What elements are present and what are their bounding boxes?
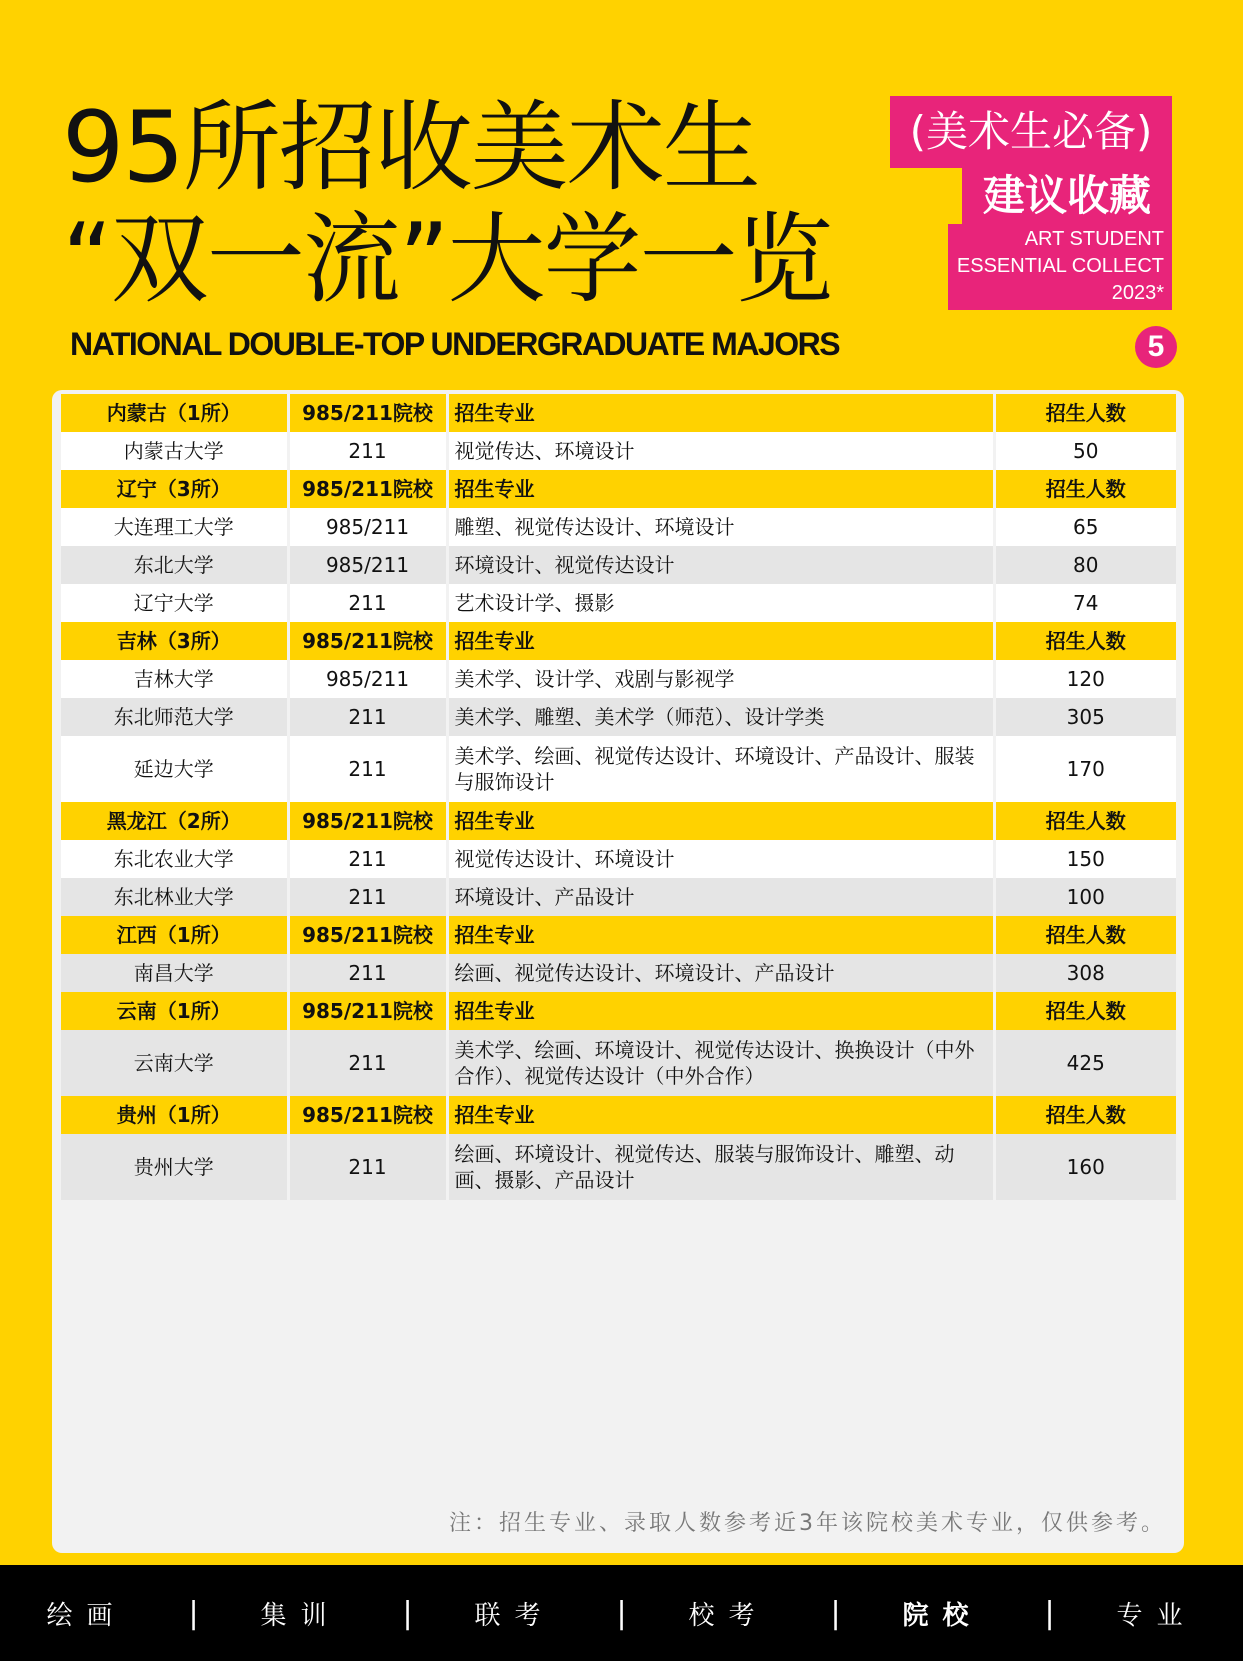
table-row	[61, 546, 1176, 584]
table-row	[61, 736, 1176, 802]
page-number-badge: 5	[1135, 326, 1177, 368]
province-header-row	[61, 394, 1176, 432]
enrollment-count: 170	[994, 736, 1176, 802]
university-majors: 美术学、雕塑、美术学（师范）、设计学类	[447, 698, 994, 736]
province-header-row	[61, 916, 1176, 954]
university-majors: 绘画、视觉传达设计、环境设计、产品设计	[447, 954, 994, 992]
table-row	[61, 432, 1176, 470]
province-header-row	[61, 622, 1176, 660]
enrollment-count: 120	[994, 660, 1176, 698]
university-tier: 211	[288, 840, 447, 878]
column-header-tier: 985/211院校	[288, 470, 447, 508]
table-row	[61, 1030, 1176, 1096]
column-header-majors: 招生专业	[447, 394, 994, 432]
column-header-count: 招生人数	[994, 394, 1176, 432]
university-tier: 985/211	[288, 546, 447, 584]
column-header-tier: 985/211院校	[288, 802, 447, 840]
enrollment-count: 65	[994, 508, 1176, 546]
column-header-majors: 招生专业	[447, 802, 994, 840]
content-panel	[52, 390, 1184, 1553]
university-majors: 雕塑、视觉传达设计、环境设计	[447, 508, 994, 546]
university-name: 云南大学	[61, 1030, 288, 1096]
university-name: 贵州大学	[61, 1134, 288, 1200]
column-header-majors: 招生专业	[447, 1096, 994, 1134]
badge-tagline: (美术生必备)	[890, 96, 1172, 168]
nav-separator: |	[830, 1595, 841, 1631]
badge-english-text	[948, 224, 1172, 310]
university-majors: 视觉传达设计、环境设计	[447, 840, 994, 878]
table-row	[61, 954, 1176, 992]
province-label: 贵州（1所）	[61, 1096, 288, 1134]
province-label: 江西（1所）	[61, 916, 288, 954]
university-name: 东北师范大学	[61, 698, 288, 736]
enrollment-count: 425	[994, 1030, 1176, 1096]
university-majors: 美术学、绘画、环境设计、视觉传达设计、换换设计（中外合作）、视觉传达设计（中外合作）	[447, 1030, 994, 1096]
enrollment-count: 80	[994, 546, 1176, 584]
university-name: 南昌大学	[61, 954, 288, 992]
badge-bookmark-label: 建议收藏	[962, 168, 1172, 224]
table-row	[61, 1134, 1176, 1200]
nav-separator: |	[188, 1595, 199, 1631]
enrollment-count: 150	[994, 840, 1176, 878]
title-line-1: 95所招收美术生	[62, 91, 759, 205]
university-tier: 211	[288, 1030, 447, 1096]
enrollment-count: 308	[994, 954, 1176, 992]
badge-en-line-3: 2023*	[1111, 282, 1164, 304]
nav-separator: |	[1044, 1595, 1055, 1631]
university-tier: 211	[288, 698, 447, 736]
province-header-row	[61, 992, 1176, 1030]
university-name: 辽宁大学	[61, 584, 288, 622]
nav-item-5[interactable]: 专业	[1116, 1600, 1197, 1631]
footnote: 注：招生专业、录取人数参考近3年该院校美术专业，仅供参考。	[449, 1511, 1166, 1536]
province-label: 辽宁（3所）	[61, 470, 288, 508]
university-tier: 211	[288, 954, 447, 992]
column-header-tier: 985/211院校	[288, 622, 447, 660]
table-row	[61, 698, 1176, 736]
university-majors: 环境设计、视觉传达设计	[447, 546, 994, 584]
enrollment-count: 100	[994, 878, 1176, 916]
bottom-nav-bar	[0, 1565, 1243, 1661]
university-name: 东北农业大学	[61, 840, 288, 878]
column-header-majors: 招生专业	[447, 916, 994, 954]
page-title	[62, 92, 832, 316]
badge-en-line-1: ART STUDENT	[1024, 228, 1164, 250]
enrollment-count: 74	[994, 584, 1176, 622]
column-header-count: 招生人数	[994, 916, 1176, 954]
province-header-row	[61, 470, 1176, 508]
university-majors: 艺术设计学、摄影	[447, 584, 994, 622]
university-name: 内蒙古大学	[61, 432, 288, 470]
university-majors: 环境设计、产品设计	[447, 878, 994, 916]
university-majors: 绘画、环境设计、视觉传达、服装与服饰设计、雕塑、动画、摄影、产品设计	[447, 1134, 994, 1200]
university-tier: 211	[288, 432, 447, 470]
province-header-row	[61, 802, 1176, 840]
province-header-row	[61, 1096, 1176, 1134]
province-label: 黑龙江（2所）	[61, 802, 288, 840]
column-header-majors: 招生专业	[447, 470, 994, 508]
university-tier: 211	[288, 736, 447, 802]
column-header-majors: 招生专业	[447, 622, 994, 660]
column-header-count: 招生人数	[994, 802, 1176, 840]
table-row	[61, 508, 1176, 546]
column-header-count: 招生人数	[994, 470, 1176, 508]
nav-item-2[interactable]: 联考	[474, 1600, 555, 1631]
column-header-tier: 985/211院校	[288, 1096, 447, 1134]
table-row	[61, 660, 1176, 698]
column-header-count: 招生人数	[994, 1096, 1176, 1134]
table-row	[61, 584, 1176, 622]
badge-en-line-2: ESSENTIAL COLLECT	[956, 255, 1164, 277]
column-header-count: 招生人数	[994, 992, 1176, 1030]
column-header-tier: 985/211院校	[288, 992, 447, 1030]
column-header-tier: 985/211院校	[288, 916, 447, 954]
university-name: 吉林大学	[61, 660, 288, 698]
nav-item-0[interactable]: 绘画	[46, 1600, 127, 1631]
province-label: 吉林（3所）	[61, 622, 288, 660]
university-majors: 美术学、绘画、视觉传达设计、环境设计、产品设计、服装与服饰设计	[447, 736, 994, 802]
province-label: 内蒙古（1所）	[61, 394, 288, 432]
province-label: 云南（1所）	[61, 992, 288, 1030]
nav-item-4[interactable]: 院校	[902, 1600, 983, 1631]
page-subtitle: NATIONAL DOUBLE-TOP UNDERGRADUATE MAJORS	[70, 326, 840, 362]
universities-table	[61, 394, 1176, 1200]
nav-separator: |	[402, 1595, 413, 1631]
university-tier: 211	[288, 1134, 447, 1200]
university-tier: 211	[288, 584, 447, 622]
column-header-tier: 985/211院校	[288, 394, 447, 432]
nav-separator: |	[616, 1595, 627, 1631]
table-row	[61, 840, 1176, 878]
title-line-2: “双一流”大学一览	[62, 203, 832, 317]
nav-item-3[interactable]: 校考	[688, 1600, 769, 1631]
university-majors: 视觉传达、环境设计	[447, 432, 994, 470]
university-name: 延边大学	[61, 736, 288, 802]
university-name: 东北大学	[61, 546, 288, 584]
enrollment-count: 160	[994, 1134, 1176, 1200]
column-header-count: 招生人数	[994, 622, 1176, 660]
table-row	[61, 878, 1176, 916]
university-name: 东北林业大学	[61, 878, 288, 916]
university-tier: 985/211	[288, 660, 447, 698]
university-name: 大连理工大学	[61, 508, 288, 546]
column-header-majors: 招生专业	[447, 992, 994, 1030]
university-tier: 985/211	[288, 508, 447, 546]
enrollment-count: 305	[994, 698, 1176, 736]
university-majors: 美术学、设计学、戏剧与影视学	[447, 660, 994, 698]
university-tier: 211	[288, 878, 447, 916]
nav-item-1[interactable]: 集训	[260, 1600, 341, 1631]
enrollment-count: 50	[994, 432, 1176, 470]
